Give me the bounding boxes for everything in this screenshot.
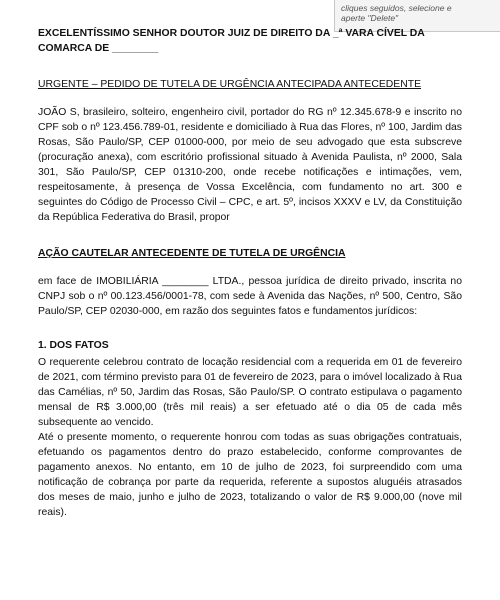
header-addressee: EXCELENTÍSSIMO SENHOR DOUTOR JUIZ DE DIREITO DA _ª VARA CÍVEL DA	[38, 28, 425, 39]
urgent-request-title: URGENTE – PEDIDO DE TUTELA DE URGÊNCIA ANTECIPADA ANTECEDENTE	[38, 79, 421, 90]
facts-paragraph-1: O requerente celebrou contrato de locação residencial com a requerida em 01 de fevereiro de 2021, com término previsto para 01 de fevereiro de 2023, para o imóvel localizado à Rua das Camélias, nº 50, Jardim das Rosas, São Paulo/SP. O contrato estipulava o pagamento mensal de R$ 3.000,00 (três mil reais) a ser efetuado até o dia 05 de cada mês subsequente ao vencido.	[38, 357, 462, 428]
instruction-line-2: aperte "Delete"	[341, 13, 399, 23]
action-title: AÇÃO CAUTELAR ANTECEDENTE DE TUTELA DE URGÊNCIA	[38, 248, 346, 259]
facts-paragraph-2: Até o presente momento, o requerente honrou com todas as suas obrigações contratuais, efetuando os pagamentos dentro do prazo estabelecido, conforme comprovantes de pagamento anexos. No entanto, em 10 de julho de 2023, foi surpreendido com uma notificação de cobrança por parte da requerida, referente a supostos aluguéis atrasados dos meses de maio, junho e julho de 2023, totalizando o valor de R$ 9.000,00 (nove mil reais).	[38, 432, 462, 518]
section-facts-title: 1. DOS FATOS	[38, 340, 109, 351]
instruction-line-1: cliques seguidos, selecione e	[341, 3, 452, 13]
defendant-paragraph: em face de IMOBILIÁRIA ________ LTDA., pessoa jurídica de direito privado, inscrita no CNPJ sob o nº 00.123.456/0001-78, com sede à Avenida das Nações, nº 500, Centro, São Paulo/SP, CEP 02030-000, em razão dos seguintes fatos e fundamentos jurídicos:	[38, 276, 462, 317]
header-comarca: COMARCA DE ________	[38, 43, 159, 54]
intro-paragraph: JOÃO S, brasileiro, solteiro, engenheiro civil, portador do RG nº 12.345.678-9 e inscrito no CPF sob o nº 123.456.789-01, residente e domiciliado à Rua das Flores, nº 100, Jardim das Rosas, São Paulo/SP, CEP 01000-000, por meio de seu advogado que esta subscreve (procuração anexa), com escritório profissional situado à Avenida Paulista, nº 2000, Sala 301, São Paulo/SP, CEP 01310-200, onde recebe notificações e intimações, vem, respeitosamente, à presença de Vossa Excelência, com fundamento no art. 300 e seguintes do Código de Processo Civil – CPC, e art. 5º, incisos XXXV e LV, da Constituição da República Federativa do Brasil, propor	[38, 107, 462, 223]
document-body	[38, 25, 462, 520]
